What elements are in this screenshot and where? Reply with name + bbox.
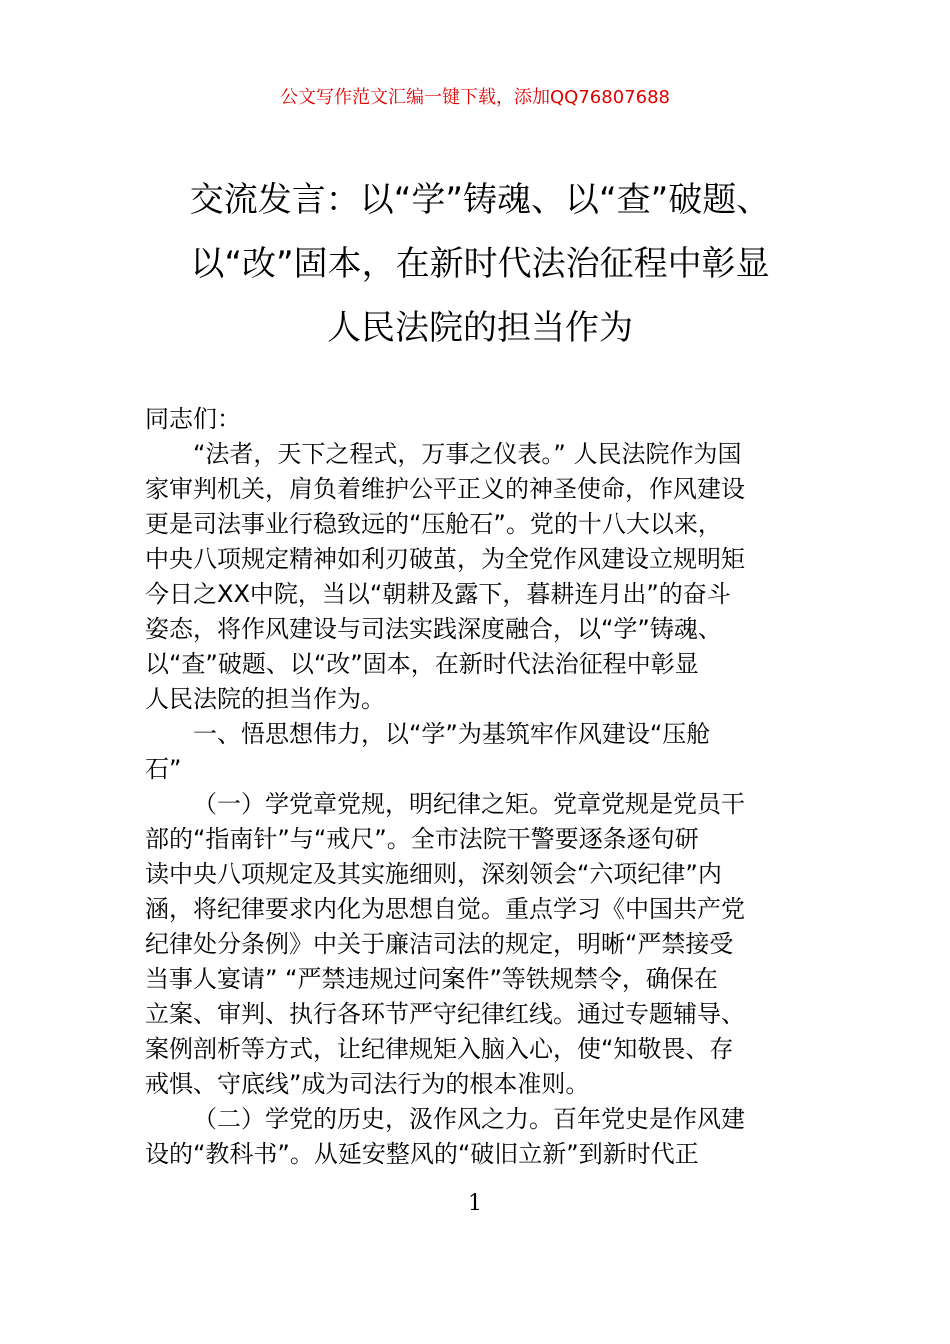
section-heading: 一、悟思想伟力，以“学”为基筑牢作风建设“压舱 xyxy=(193,720,711,748)
document-body xyxy=(145,402,810,1172)
document-title xyxy=(140,168,820,360)
salutation: 同志们： xyxy=(145,405,241,433)
body-line: 设的“教科书”。从延安整风的“破旧立新”到新时代正 xyxy=(145,1140,699,1168)
body-line: 读中央八项规定及其实施细则，深刻领会“六项纪律”内 xyxy=(145,860,722,888)
section-heading: 石” xyxy=(145,755,182,783)
title-line-1: 交流发言：以“学”铸魂、以“查”破题、 xyxy=(189,180,771,220)
body-line: 当事人宴请” “严禁违规过问案件”等铁规禁令，确保在 xyxy=(145,965,718,993)
body-line: “法者，天下之程式，万事之仪表。” 人民法院作为国 xyxy=(193,440,742,468)
body-line: 涵，将纪律要求内化为思想自觉。重点学习《中国共产党 xyxy=(145,895,745,923)
body-line: 以“查”破题、以“改”固本，在新时代法治征程中彰显 xyxy=(145,650,699,678)
title-line-2: 以“改”固本，在新时代法治征程中彰显 xyxy=(190,244,770,284)
body-line: 人民法院的担当作为。 xyxy=(145,685,385,713)
body-line: 家审判机关，肩负着维护公平正义的神圣使命，作风建设 xyxy=(145,475,745,503)
body-line: （二）学党的历史，汲作风之力。百年党史是作风建 xyxy=(193,1105,745,1133)
body-line: 纪律处分条例》中关于廉洁司法的规定，明晰“严禁接受 xyxy=(145,930,734,958)
body-line: （一）学党章党规，明纪律之矩。党章党规是党员干 xyxy=(193,790,745,818)
watermark-header: 公文写作范文汇编一键下载，添加QQ76807688 xyxy=(280,87,670,108)
body-line: 部的“指南针”与“戒尺”。全市法院干警要逐条逐句研 xyxy=(145,825,699,853)
body-line: 今日之XX中院，当以“朝耕及露下，暮耕连月出”的奋斗 xyxy=(145,580,731,608)
body-line: 更是司法事业行稳致远的“压舱石”。党的十八大以来， xyxy=(145,510,722,538)
title-line-3: 人民法院的担当作为 xyxy=(327,308,633,348)
body-line: 戒惧、守底线”成为司法行为的根本准则。 xyxy=(145,1070,590,1098)
body-line: 姿态，将作风建设与司法实践深度融合，以“学”铸魂、 xyxy=(145,615,722,643)
body-line: 案例剖析等方式，让纪律规矩入脑入心，使“知敬畏、存 xyxy=(145,1035,734,1063)
body-line: 中央八项规定精神如利刃破茧，为全党作风建设立规明矩 xyxy=(145,545,745,573)
body-line: 立案、审判、执行各环节严守纪律红线。通过专题辅导、 xyxy=(145,1000,745,1028)
page-number: 1 xyxy=(468,1191,482,1216)
